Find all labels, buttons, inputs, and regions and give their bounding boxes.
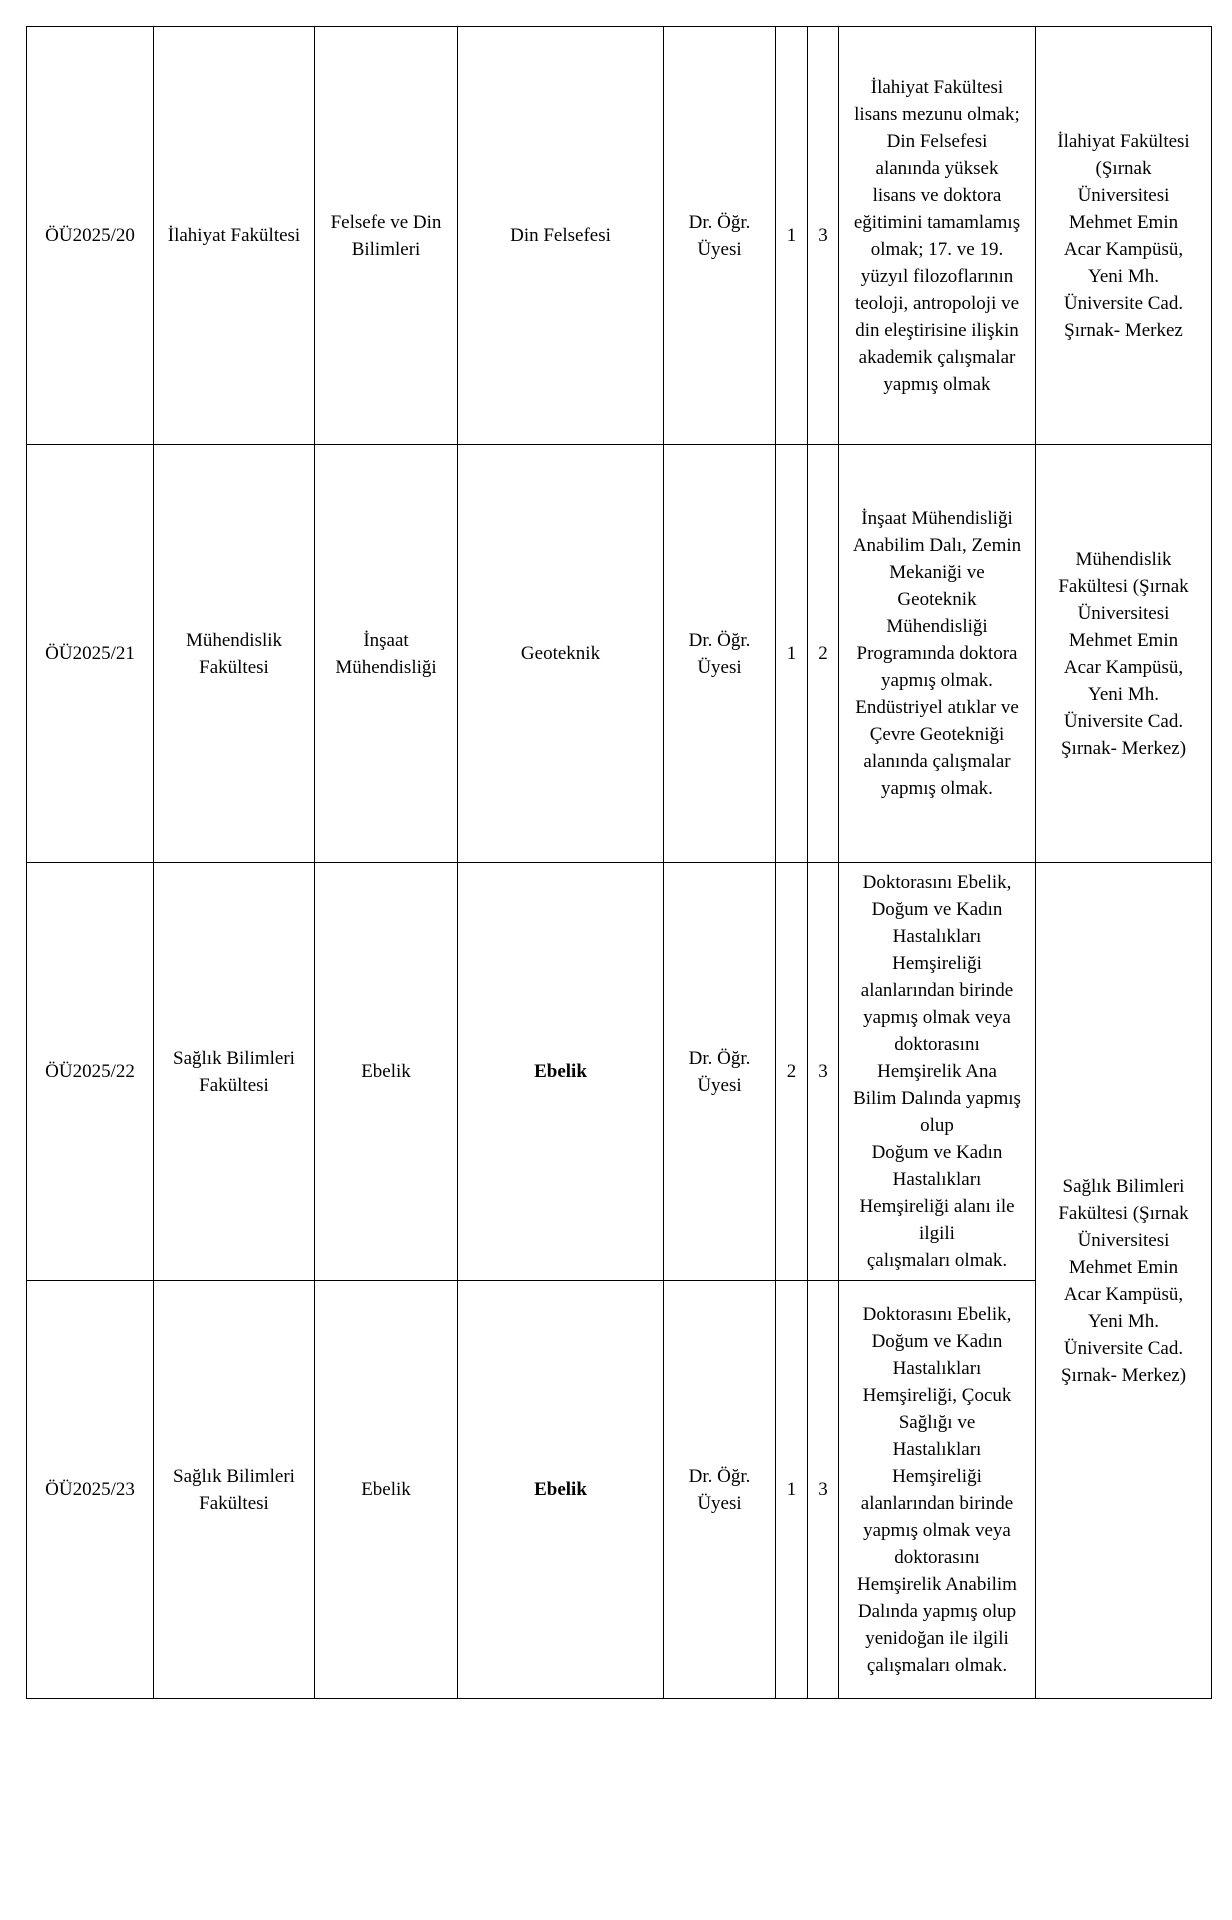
table-row	[27, 445, 1212, 863]
department-name: Felsefe ve Din Bilimleri	[315, 27, 458, 445]
position-count: 1	[776, 27, 808, 445]
position-degree: 3	[808, 863, 839, 1281]
position-code: ÖÜ2025/20	[27, 27, 154, 445]
position-degree: 3	[808, 1281, 839, 1699]
requirements-text: İlahiyat Fakültesi lisans mezunu olmak; Din Felsefesi alanında yüksek lisans ve doktora eğitimini tamamlamış olmak; 17. ve 19. yüzyıl filozoflarının teoloji, antropoloji ve din eleştirisine ilişkin akademik çalışmalar yapmış olmak	[839, 27, 1036, 445]
requirements-text: Doktorasını Ebelik, Doğum ve Kadın Hastalıkları Hemşireliği, Çocuk Sağlığı ve Hastalıkları Hemşireliği alanlarından birinde yapmış olmak veya doktorasını Hemşirelik Anabilim Dalında yapmış olup yenidoğan ile ilgili çalışmaları olmak.	[839, 1281, 1036, 1699]
positions-table	[26, 26, 1212, 1699]
table-row	[27, 863, 1212, 1281]
faculty-name: Sağlık Bilimleri Fakültesi	[154, 863, 315, 1281]
position-degree: 3	[808, 27, 839, 445]
position-count: 1	[776, 445, 808, 863]
faculty-name: İlahiyat Fakültesi	[154, 27, 315, 445]
requirements-text: Doktorasını Ebelik, Doğum ve Kadın Hastalıkları Hemşireliği alanlarından birinde yapmış olmak veya doktorasını Hemşirelik Ana Bilim Dalında yapmış olup Doğum ve Kadın Hastalıkları Hemşireliği alanı ile ilgili çalışmaları olmak.	[839, 863, 1036, 1281]
academic-title: Dr. Öğr. Üyesi	[664, 1281, 776, 1699]
application-location: İlahiyat Fakültesi (Şırnak Üniversitesi Mehmet Emin Acar Kampüsü, Yeni Mh. Üniversite Cad. Şırnak- Merkez	[1036, 27, 1212, 445]
position-count: 2	[776, 863, 808, 1281]
faculty-name: Mühendislik Fakültesi	[154, 445, 315, 863]
application-location: Mühendislik Fakültesi (Şırnak Üniversitesi Mehmet Emin Acar Kampüsü, Yeni Mh. Üniversite Cad. Şırnak- Merkez)	[1036, 445, 1212, 863]
academic-title: Dr. Öğr. Üyesi	[664, 863, 776, 1281]
position-count: 1	[776, 1281, 808, 1699]
field-name: Din Felsefesi	[458, 27, 664, 445]
position-code: ÖÜ2025/23	[27, 1281, 154, 1699]
position-code: ÖÜ2025/21	[27, 445, 154, 863]
field-name: Ebelik	[458, 1281, 664, 1699]
field-name: Geoteknik	[458, 445, 664, 863]
academic-title: Dr. Öğr. Üyesi	[664, 445, 776, 863]
field-name: Ebelik	[458, 863, 664, 1281]
requirements-text: İnşaat Mühendisliği Anabilim Dalı, Zemin Mekaniği ve Geoteknik Mühendisliği Programında doktora yapmış olmak. Endüstriyel atıklar ve Çevre Geotekniği alanında çalışmalar yapmış olmak.	[839, 445, 1036, 863]
faculty-name: Sağlık Bilimleri Fakültesi	[154, 1281, 315, 1699]
application-location: Sağlık Bilimleri Fakültesi (Şırnak Üniversitesi Mehmet Emin Acar Kampüsü, Yeni Mh. Üniversite Cad. Şırnak- Merkez)	[1036, 863, 1212, 1699]
position-degree: 2	[808, 445, 839, 863]
department-name: İnşaat Mühendisliği	[315, 445, 458, 863]
academic-title: Dr. Öğr. Üyesi	[664, 27, 776, 445]
department-name: Ebelik	[315, 863, 458, 1281]
table-row	[27, 27, 1212, 445]
position-code: ÖÜ2025/22	[27, 863, 154, 1281]
table-row	[27, 1281, 1212, 1699]
department-name: Ebelik	[315, 1281, 458, 1699]
